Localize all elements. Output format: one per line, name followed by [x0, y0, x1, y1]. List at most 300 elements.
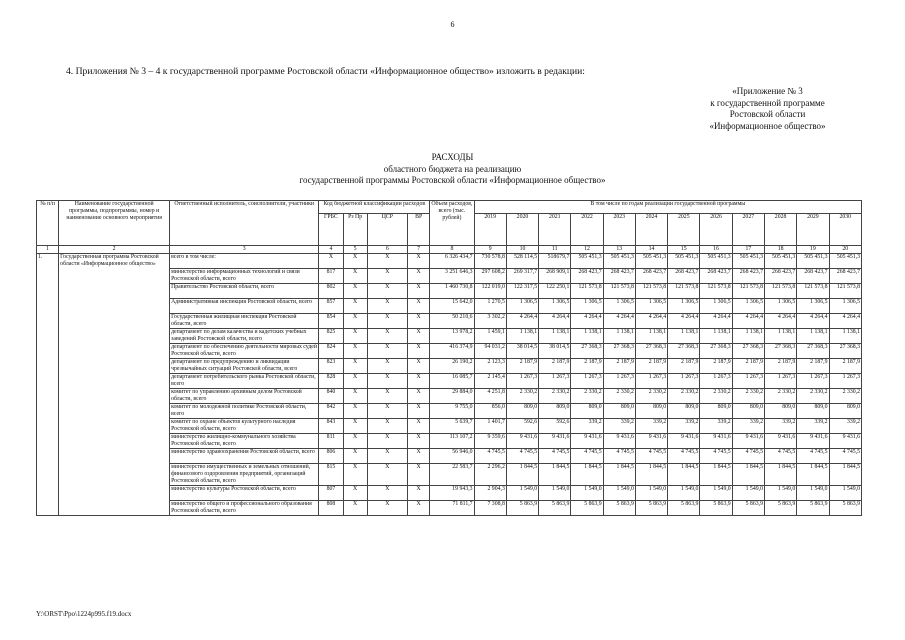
year-value-cell: 27 368,3 — [668, 343, 700, 358]
year-value-cell: 268 423,7 — [764, 268, 796, 283]
total-cell: 5 639,7 — [430, 418, 474, 433]
grbs-cell: 854 — [319, 313, 343, 328]
year-value-cell: 1 267,3 — [764, 373, 796, 388]
executor-cell: департамент по обеспечению деятельности мировых судей Ростовской области, всего — [171, 343, 317, 357]
year-value-cell: 9 431,6 — [829, 433, 862, 448]
rzpr-cell: X — [343, 253, 367, 268]
column-number: 20 — [829, 246, 862, 254]
year-value-cell: 2 296,2 — [474, 463, 506, 485]
year-value-cell: 38 014,5 — [506, 343, 538, 358]
year-value-cell: 1 844,5 — [506, 463, 538, 485]
year-value-cell: 1 138,1 — [797, 328, 829, 343]
year-value-cell: 5 863,9 — [603, 500, 635, 515]
year-value-cell: 27 368,3 — [700, 343, 732, 358]
rzpr-cell: X — [343, 463, 367, 485]
csr-cell: X — [367, 313, 407, 328]
csr-cell: X — [367, 358, 407, 373]
vr-cell: X — [408, 373, 430, 388]
year-value-cell: 2 330,2 — [764, 388, 796, 403]
total-cell: 1 460 730,8 — [430, 283, 474, 298]
appendix-caption — [640, 86, 895, 132]
year-value-cell: 4 745,5 — [797, 448, 829, 463]
year-value-cell: 2 187,9 — [571, 358, 603, 373]
header-year: 2021 — [539, 214, 571, 246]
year-value-cell: 9 431,6 — [571, 433, 603, 448]
year-value-cell: 1 844,5 — [571, 463, 603, 485]
total-cell: 56 946,0 — [430, 448, 474, 463]
csr-cell: X — [367, 433, 407, 448]
year-value-cell: 339,2 — [732, 418, 764, 433]
year-value-cell: 809,0 — [797, 403, 829, 418]
year-value-cell: 856,0 — [474, 403, 506, 418]
total-cell: 9 755,0 — [430, 403, 474, 418]
year-value-cell: 268 423,7 — [700, 268, 732, 283]
year-value-cell: 1 306,5 — [539, 298, 571, 313]
header-years: В том числе по годам реализации государственной программы — [474, 201, 861, 214]
vr-cell: X — [408, 418, 430, 433]
total-cell: 3 251 646,3 — [430, 268, 474, 283]
year-value-cell: 1 844,5 — [732, 463, 764, 485]
header-year: 2024 — [635, 214, 667, 246]
vr-cell: X — [408, 298, 430, 313]
year-value-cell: 1 549,0 — [668, 485, 700, 500]
year-value-cell: 1 138,1 — [764, 328, 796, 343]
total-cell: 22 583,7 — [430, 463, 474, 485]
year-value-cell: 339,2 — [571, 418, 603, 433]
year-value-cell: 1 549,0 — [700, 485, 732, 500]
csr-cell: X — [367, 448, 407, 463]
year-value-cell: 94 031,2 — [474, 343, 506, 358]
year-value-cell: 505 451,3 — [635, 253, 667, 268]
vr-cell: X — [408, 485, 430, 500]
year-value-cell: 268 423,7 — [571, 268, 603, 283]
grbs-cell: 815 — [319, 463, 343, 485]
year-value-cell: 4 264,4 — [635, 313, 667, 328]
year-value-cell: 2 330,2 — [797, 388, 829, 403]
column-number: 16 — [700, 246, 732, 254]
year-value-cell: 122 019,0 — [474, 283, 506, 298]
rzpr-cell: X — [343, 328, 367, 343]
executor-cell: Государственная жилищная инспекция Ростовской области, всего — [170, 313, 319, 328]
year-value-cell: 730 578,8 — [474, 253, 506, 268]
year-value-cell: 1 138,1 — [506, 328, 538, 343]
grbs-cell: 843 — [319, 418, 343, 433]
year-value-cell: 1 267,3 — [539, 373, 571, 388]
year-value-cell: 4 264,4 — [764, 313, 796, 328]
csr-cell: X — [367, 403, 407, 418]
header-year: 2022 — [571, 214, 603, 246]
rzpr-cell: X — [343, 500, 367, 515]
year-value-cell: 1 549,0 — [539, 485, 571, 500]
column-number: 7 — [408, 246, 430, 254]
year-value-cell: 339,2 — [829, 418, 862, 433]
year-value-cell: 4 745,5 — [764, 448, 796, 463]
header-csr: ЦСР — [367, 214, 407, 246]
year-value-cell: 38 014,5 — [539, 343, 571, 358]
executor-cell: министерство информационных технологий и связи Ростовской области, всего — [170, 268, 319, 283]
year-value-cell: 809,0 — [732, 403, 764, 418]
year-value-cell: 2 187,9 — [668, 358, 700, 373]
year-value-cell: 2 187,9 — [603, 358, 635, 373]
year-value-cell: 4 264,4 — [539, 313, 571, 328]
header-budget-code: Код бюджетной классификации расходов — [319, 201, 430, 214]
year-value-cell: 3 302,2 — [474, 313, 506, 328]
year-value-cell: 809,0 — [506, 403, 538, 418]
header-year: 2026 — [700, 214, 732, 246]
year-value-cell: 809,0 — [829, 403, 862, 418]
year-value-cell: 1 306,5 — [764, 298, 796, 313]
column-number: 6 — [367, 246, 407, 254]
year-value-cell: 505 451,3 — [700, 253, 732, 268]
year-value-cell: 1 267,3 — [732, 373, 764, 388]
year-value-cell: 9 431,6 — [603, 433, 635, 448]
year-value-cell: 297 608,2 — [474, 268, 506, 283]
executor-cell: министерство культуры Ростовской области, всего — [170, 485, 319, 500]
year-value-cell: 1 844,5 — [797, 463, 829, 485]
year-value-cell: 505 451,3 — [764, 253, 796, 268]
csr-cell: X — [367, 253, 407, 268]
year-value-cell: 809,0 — [603, 403, 635, 418]
grbs-cell: 857 — [319, 298, 343, 313]
year-value-cell: 2 187,9 — [732, 358, 764, 373]
table-row — [37, 253, 862, 268]
column-number: 13 — [603, 246, 635, 254]
header-year: 2030 — [829, 214, 862, 246]
year-value-cell: 121 573,8 — [571, 283, 603, 298]
vr-cell: X — [408, 313, 430, 328]
total-cell: 416 374,9 — [430, 343, 474, 358]
year-value-cell: 5 863,9 — [764, 500, 796, 515]
column-number: 15 — [668, 246, 700, 254]
vr-cell: X — [408, 268, 430, 283]
year-value-cell: 122 317,5 — [506, 283, 538, 298]
year-value-cell: 2 904,3 — [474, 485, 506, 500]
year-value-cell: 1 844,5 — [603, 463, 635, 485]
year-value-cell: 1 844,5 — [764, 463, 796, 485]
year-value-cell: 1 306,5 — [571, 298, 603, 313]
year-value-cell: 1 549,0 — [603, 485, 635, 500]
appendix-line: «Приложение № 3 — [732, 86, 803, 96]
vr-cell: X — [408, 403, 430, 418]
year-value-cell: 2 187,9 — [829, 358, 862, 373]
year-value-cell: 4 745,5 — [474, 448, 506, 463]
year-value-cell: 505 451,3 — [732, 253, 764, 268]
header-year: 2019 — [474, 214, 506, 246]
executor-cell: комитет по молодежной политике Ростовской области, всего — [170, 403, 319, 418]
year-value-cell: 339,2 — [700, 418, 732, 433]
year-value-cell: 809,0 — [571, 403, 603, 418]
year-value-cell: 4 745,5 — [668, 448, 700, 463]
csr-cell: X — [367, 268, 407, 283]
year-value-cell: 1 138,1 — [732, 328, 764, 343]
column-number: 2 — [59, 246, 170, 254]
year-value-cell: 809,0 — [700, 403, 732, 418]
column-number: 10 — [506, 246, 538, 254]
year-value-cell: 2 123,3 — [474, 358, 506, 373]
year-value-cell: 2 330,2 — [603, 388, 635, 403]
year-value-cell: 2 187,9 — [506, 358, 538, 373]
year-value-cell: 2 145,4 — [474, 373, 506, 388]
year-value-cell: 1 138,1 — [603, 328, 635, 343]
program-number: 1. — [37, 253, 59, 515]
year-value-cell: 122 250,1 — [539, 283, 571, 298]
year-value-cell: 1 267,3 — [506, 373, 538, 388]
executor-cell: Административная инспекция Ростовской области, всего — [170, 298, 319, 313]
year-value-cell: 1 844,5 — [700, 463, 732, 485]
year-value-cell: 809,0 — [764, 403, 796, 418]
year-value-cell: 4 745,5 — [635, 448, 667, 463]
year-value-cell: 4 745,5 — [506, 448, 538, 463]
year-value-cell: 1 138,1 — [635, 328, 667, 343]
year-value-cell: 4 264,4 — [700, 313, 732, 328]
csr-cell: X — [367, 328, 407, 343]
year-value-cell: 9 431,6 — [700, 433, 732, 448]
year-value-cell: 27 368,3 — [797, 343, 829, 358]
year-value-cell: 339,2 — [797, 418, 829, 433]
year-value-cell: 2 330,2 — [506, 388, 538, 403]
column-number: 3 — [170, 246, 319, 254]
year-value-cell: 1 138,1 — [829, 328, 862, 343]
header-year: 2028 — [764, 214, 796, 246]
csr-cell: X — [367, 283, 407, 298]
vr-cell: X — [408, 433, 430, 448]
year-value-cell: 4 745,5 — [732, 448, 764, 463]
intro-paragraph: 4. Приложения № 3 – 4 к государственной программе Ростовской области «Информационное общество» изложить в редакции: — [66, 66, 585, 77]
year-value-cell: 1 306,5 — [700, 298, 732, 313]
year-value-cell: 1 138,1 — [700, 328, 732, 343]
year-value-cell: 2 330,2 — [668, 388, 700, 403]
year-value-cell: 1 459,1 — [474, 328, 506, 343]
total-cell: 71 811,7 — [430, 500, 474, 515]
rzpr-cell: X — [343, 358, 367, 373]
csr-cell: X — [367, 485, 407, 500]
year-value-cell: 1 306,5 — [635, 298, 667, 313]
total-cell: 26 190,2 — [430, 358, 474, 373]
year-value-cell: 2 330,2 — [829, 388, 862, 403]
year-value-cell: 1 844,5 — [539, 463, 571, 485]
vr-cell: X — [408, 500, 430, 515]
year-value-cell: 1 267,3 — [700, 373, 732, 388]
year-value-cell: 9 431,6 — [764, 433, 796, 448]
executor-cell: министерство общего и профессионального образования Ростовской области, всего — [170, 500, 319, 515]
year-value-cell: 1 267,3 — [668, 373, 700, 388]
year-value-cell: 1 138,1 — [668, 328, 700, 343]
column-number: 17 — [732, 246, 764, 254]
year-value-cell: 1 549,0 — [571, 485, 603, 500]
executor-cell: министерство имущественных и земельных отношений, финансового оздоровления предприятий, организаций Ростовской области, всего — [170, 463, 319, 485]
total-cell: 50 210,6 — [430, 313, 474, 328]
year-value-cell: 4 264,4 — [829, 313, 862, 328]
year-value-cell: 339,2 — [603, 418, 635, 433]
header-year: 2027 — [732, 214, 764, 246]
header-rzpr: Рз Пр — [343, 214, 367, 246]
grbs-cell: 825 — [319, 328, 343, 343]
csr-cell: X — [367, 343, 407, 358]
executor-cell: департамент по предупреждению и ликвидации чрезвычайных ситуаций Ростовской области, всего — [170, 358, 319, 373]
year-value-cell: 1 549,0 — [797, 485, 829, 500]
csr-cell: X — [367, 418, 407, 433]
year-value-cell: 1 844,5 — [829, 463, 862, 485]
year-value-cell: 4 745,5 — [603, 448, 635, 463]
appendix-line: к государственной программе — [710, 97, 825, 108]
total-cell: 13 978,2 — [430, 328, 474, 343]
vr-cell: X — [408, 253, 430, 268]
year-value-cell: 4 264,4 — [732, 313, 764, 328]
year-value-cell: 268 423,7 — [603, 268, 635, 283]
rzpr-cell: X — [343, 298, 367, 313]
grbs-cell: 840 — [319, 388, 343, 403]
year-value-cell: 4 264,4 — [668, 313, 700, 328]
grbs-cell: 811 — [319, 433, 343, 448]
vr-cell: X — [408, 358, 430, 373]
grbs-cell: 824 — [319, 343, 343, 358]
grbs-cell: 806 — [319, 448, 343, 463]
year-value-cell: 121 573,8 — [635, 283, 667, 298]
year-value-cell: 9 359,6 — [474, 433, 506, 448]
year-value-cell: 268 423,7 — [829, 268, 862, 283]
year-value-cell: 592,6 — [506, 418, 538, 433]
executor-cell: министерство здравоохранения Ростовской области, всего — [170, 448, 319, 463]
column-number: 18 — [764, 246, 796, 254]
year-value-cell: 5 863,9 — [668, 500, 700, 515]
total-cell: 113 107,2 — [430, 433, 474, 448]
column-number-row — [37, 246, 862, 254]
year-value-cell: 505 451,3 — [571, 253, 603, 268]
year-value-cell: 2 330,2 — [732, 388, 764, 403]
rzpr-cell: X — [343, 448, 367, 463]
executor-cell: Правительство Ростовской области, всего — [170, 283, 319, 298]
year-value-cell: 505 451,3 — [829, 253, 862, 268]
header-year: 2025 — [668, 214, 700, 246]
year-value-cell: 5 863,9 — [732, 500, 764, 515]
appendix-line: «Информационное общество» — [709, 120, 826, 131]
year-value-cell: 27 368,3 — [635, 343, 667, 358]
csr-cell: X — [367, 298, 407, 313]
year-value-cell: 1 844,5 — [668, 463, 700, 485]
year-value-cell: 4 264,4 — [603, 313, 635, 328]
column-number: 5 — [343, 246, 367, 254]
header-grbs: ГРБС — [319, 214, 343, 246]
year-value-cell: 2 330,2 — [700, 388, 732, 403]
year-value-cell: 27 368,3 — [732, 343, 764, 358]
year-value-cell: 1 267,3 — [635, 373, 667, 388]
vr-cell: X — [408, 448, 430, 463]
footer-file-path: Y:\ORST\Ppo\1224p995.f19.docx — [36, 610, 132, 618]
year-value-cell: 9 431,6 — [635, 433, 667, 448]
title-line: государственной программы Ростовской области «Информационное общество» — [299, 175, 606, 185]
total-cell: 6 326 434,7 — [430, 253, 474, 268]
executor-cell: всего в том числе: — [170, 253, 319, 268]
year-value-cell: 2 330,2 — [571, 388, 603, 403]
year-value-cell: 9 431,6 — [668, 433, 700, 448]
year-value-cell: 809,0 — [539, 403, 571, 418]
grbs-cell: 807 — [319, 485, 343, 500]
year-value-cell: 121 573,8 — [668, 283, 700, 298]
year-value-cell: 5 863,9 — [571, 500, 603, 515]
year-value-cell: 27 368,3 — [764, 343, 796, 358]
header-year: 2020 — [506, 214, 538, 246]
year-value-cell: 339,2 — [635, 418, 667, 433]
year-value-cell: 505 451,3 — [603, 253, 635, 268]
header-year: 2029 — [797, 214, 829, 246]
csr-cell: X — [367, 373, 407, 388]
year-value-cell: 4 745,5 — [700, 448, 732, 463]
header-total: Объем расходов, всего (тыс. рублей) — [430, 201, 474, 246]
expenses-table — [36, 200, 862, 516]
column-number: 8 — [430, 246, 474, 254]
header-num: № п/п — [37, 201, 59, 246]
year-value-cell: 4 251,8 — [474, 388, 506, 403]
year-value-cell: 2 330,2 — [539, 388, 571, 403]
year-value-cell: 268 423,7 — [635, 268, 667, 283]
total-cell: 16 085,7 — [430, 373, 474, 388]
header-name: Наименование государственной программы, подпрограммы, номер и наименование основного мероприятия — [59, 201, 170, 246]
rzpr-cell: X — [343, 283, 367, 298]
year-value-cell: 1 549,0 — [732, 485, 764, 500]
year-value-cell: 268 423,7 — [797, 268, 829, 283]
year-value-cell: 1 267,3 — [603, 373, 635, 388]
grbs-cell: 802 — [319, 283, 343, 298]
year-value-cell: 1 549,0 — [829, 485, 862, 500]
year-value-cell: 809,0 — [635, 403, 667, 418]
year-value-cell: 1 401,7 — [474, 418, 506, 433]
year-value-cell: 1 306,5 — [797, 298, 829, 313]
rzpr-cell: X — [343, 485, 367, 500]
year-value-cell: 1 306,5 — [506, 298, 538, 313]
grbs-cell: X — [319, 253, 343, 268]
column-number: 9 — [474, 246, 506, 254]
column-number: 14 — [635, 246, 667, 254]
column-number: 12 — [571, 246, 603, 254]
vr-cell: X — [408, 388, 430, 403]
year-value-cell: 1 267,3 — [571, 373, 603, 388]
executor-cell: министерство жилищно-коммунального хозяйства Ростовской области, всего — [170, 433, 319, 448]
year-value-cell: 4 264,4 — [506, 313, 538, 328]
year-value-cell: 121 573,8 — [700, 283, 732, 298]
year-value-cell: 121 573,8 — [829, 283, 862, 298]
expenses-table-body — [37, 253, 862, 515]
rzpr-cell: X — [343, 403, 367, 418]
rzpr-cell: X — [343, 418, 367, 433]
year-value-cell: 27 368,3 — [829, 343, 862, 358]
document-title — [0, 152, 905, 187]
year-value-cell: 7 308,8 — [474, 500, 506, 515]
year-value-cell: 5 863,9 — [635, 500, 667, 515]
rzpr-cell: X — [343, 343, 367, 358]
rzpr-cell: X — [343, 433, 367, 448]
year-value-cell: 505 451,3 — [668, 253, 700, 268]
column-number: 1 — [37, 246, 59, 254]
page-number: 6 — [450, 20, 455, 29]
header-vr: ВР — [408, 214, 430, 246]
year-value-cell: 5 863,9 — [829, 500, 862, 515]
year-value-cell: 809,0 — [668, 403, 700, 418]
grbs-cell: 828 — [319, 373, 343, 388]
header-executor: Ответственный исполнитель, соисполнители, участники — [170, 201, 319, 246]
year-value-cell: 1 138,1 — [539, 328, 571, 343]
grbs-cell: 842 — [319, 403, 343, 418]
year-value-cell: 27 368,3 — [571, 343, 603, 358]
total-cell: 29 884,0 — [430, 388, 474, 403]
year-value-cell: 2 187,9 — [764, 358, 796, 373]
year-value-cell: 2 187,9 — [635, 358, 667, 373]
vr-cell: X — [408, 343, 430, 358]
executor-cell: департамент потребительского рынка Ростовской области, всего — [170, 373, 319, 388]
vr-cell: X — [408, 463, 430, 485]
column-number: 11 — [539, 246, 571, 254]
grbs-cell: 808 — [319, 500, 343, 515]
header-year: 2023 — [603, 214, 635, 246]
